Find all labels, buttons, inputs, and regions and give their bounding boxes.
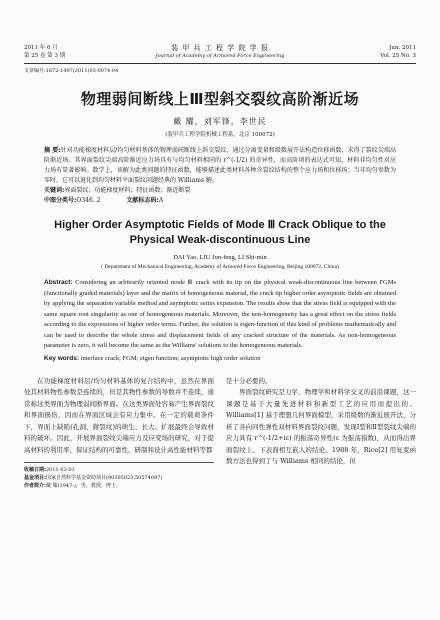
affiliation-cn: (装甲兵工程学院机械工程系，北京 100072) (165, 132, 275, 138)
abstract-en-label: Abstract: (44, 279, 73, 286)
clc-label: 中图分类号: (44, 197, 77, 204)
header-rule (24, 63, 416, 64)
abstract-en (44, 278, 396, 352)
doc-code-value: A (158, 197, 164, 204)
title-cn: 物理弱间断线上Ⅲ型斜交裂纹高阶渐近场 (80, 90, 360, 108)
abstract-cn (44, 146, 396, 186)
article-number: 文章编号:1672-1497(2011)03-0074-04 (24, 68, 119, 74)
journal-name-cn: 装 甲 兵 工 程 学 院 学 报 (171, 44, 269, 52)
received-note (24, 466, 214, 474)
abstract-en-text: Considering an arbitrarily oriented mode Ⅲ crack with its tip on the physical weak-discontinuous line between FGMs (functionally graded materials) layer and the matrix of homogeneous material, the crack tip higher order asymptotic fields are obtained by applying the separation variable method and asymptotic series expansion. The results show that the stress field is equipped with the same square root singularity as one of homogeneous materials. Moreover, the non-homogeneity has a great effect on the stress fields according to the expressions of higher order terms. Further, the solution is eigen-function of this kind of problems mathematically and can be used to describe the whole stress and displacement fields of any cracked structure of the materials. As non-homogeneous parameter is zero, it will become the same as the Williams' solutions to the homogeneous materials. (44, 279, 397, 349)
keywords-en (44, 354, 396, 364)
author-note (24, 482, 214, 490)
footnotes (24, 462, 214, 490)
title-en (24, 218, 416, 248)
title-en-line-2: Physical Weak-discontinuous Line (129, 234, 311, 246)
abstract-cn-text: 针对功能梯度材料层/均匀材料基体的物理弱间断线上斜交裂纹，通过分离变量和级数展开法构造位移函数，求得了裂纹尖端高阶渐近场。其界面裂纹尖端高阶渐近应力场具有与均匀材料相同的 r^(-1/2) 的奇异性，而高阶项的表达式可知，材料非均匀性对应力场有显著影响。数学上，该解为此类问题的特征函数，能够描述此类材料各种含裂纹结构的整个应力场和位移场；当非均匀参数为零时，它可以退化到均匀材料平面裂纹问题经典的 Williams 解。 (44, 147, 396, 184)
body-paragraph: 在功能梯度材料层/均匀材料基体的复合结构中，虽然在界面处其材料物性参数是连续的，但是其物性参数的导数并不连续，通常称这类界面为物理弱间断界面。在这类界面处容易产生界面裂纹和界面损伤，因而在界面区域会有应力集中。在一定的载荷条件下，界面上缺陷(孔洞、微裂纹)的萌生、长大、扩展最终会导致材料的破坏。因此，开展界面裂纹尖端应力及应变场的研究，对于提高材料的利用率，保证结构的可靠性、研制和设计高性能材料等都 (24, 376, 214, 454)
classification-line (44, 196, 396, 206)
keywords-cn (44, 186, 396, 196)
doc-code-label: 文献标志码: (126, 197, 159, 204)
clc-value: O346. 2 (76, 197, 101, 204)
affiliation-en: ( Department of Mechanical Engineering, Academy of Armored Force Engineering, Beijing 100072, China) (101, 264, 339, 270)
title-en-line-1: Higher Order Asymptotic Fields of Mode Ⅲ Crack Oblique to the (54, 219, 386, 231)
body-paragraph-continued: 是十分必要的。 (226, 376, 272, 385)
keywords-cn-text: 界面裂纹；功能梯度材料；特征函数；渐近断裂 (64, 187, 191, 194)
volume-issue-en: Vol. 25 No. 3 (380, 53, 416, 59)
issue-date-en-block (336, 44, 416, 60)
body-right-column (226, 376, 416, 491)
fund-note (24, 474, 214, 482)
doc-code-block (126, 196, 163, 206)
body-columns (24, 376, 416, 491)
journal-name-block (104, 44, 336, 60)
abstract-cn-label: 摘 要: (44, 147, 61, 154)
authors-en: DAI Yao, LIU Jun-feng, LI Shi-min (173, 254, 267, 261)
received-label: 收稿日期: (24, 467, 46, 473)
fund-label: 基金项目: (24, 475, 46, 481)
received-value: 2011-03-01 (46, 467, 75, 473)
author-value: 戴 耀(1947-)，男，教授，博士。 (46, 483, 121, 489)
keywords-cn-label: 关键词: (44, 187, 65, 194)
fund-value: 国家自然科学基金资助项目(90305023,50574097) (46, 475, 163, 481)
body-left-column (24, 376, 214, 491)
issue-date-block (24, 44, 104, 60)
keywords-en-label: Key words: (44, 354, 80, 362)
running-header (24, 0, 416, 60)
issue-date-en: Jun. 2011 (389, 45, 416, 51)
author-label: 作者简介: (24, 483, 46, 489)
keywords-en-text: interface crack; FGM; eigen function; asymptotic high order solution (80, 354, 261, 362)
authors-cn: 戴 耀，刘军锋，李世民 (173, 117, 267, 126)
clc-block (44, 196, 100, 206)
issue-date: 2011 年 6 月 (24, 45, 58, 51)
body-paragraph: 界面裂纹研究是力学、物理学和材料学交叉的前沿课题，这一课题是基于大量先进材料和新型工艺的应用而提出的。Williams[1] 基于理想几何界面模型，采用级数的渐近展开法，分析了各向同性弹性双材料界面裂纹问题，发现Ⅰ型和Ⅱ型裂纹尖端的应力具有 r^(-1/2+iε) 的振荡奇异性(ε 为振荡指数)，从而得出界面裂纹上、下表面相互嵌入的结论。1988 年，Rice[2] 用复变函数方法也得到了与 Williams 相同的结论，但 (226, 388, 416, 465)
journal-name-en: Journal of Academy of Armored Force Engineering (155, 53, 285, 59)
volume-issue: 第 25 卷 第 3 期 (24, 53, 66, 59)
